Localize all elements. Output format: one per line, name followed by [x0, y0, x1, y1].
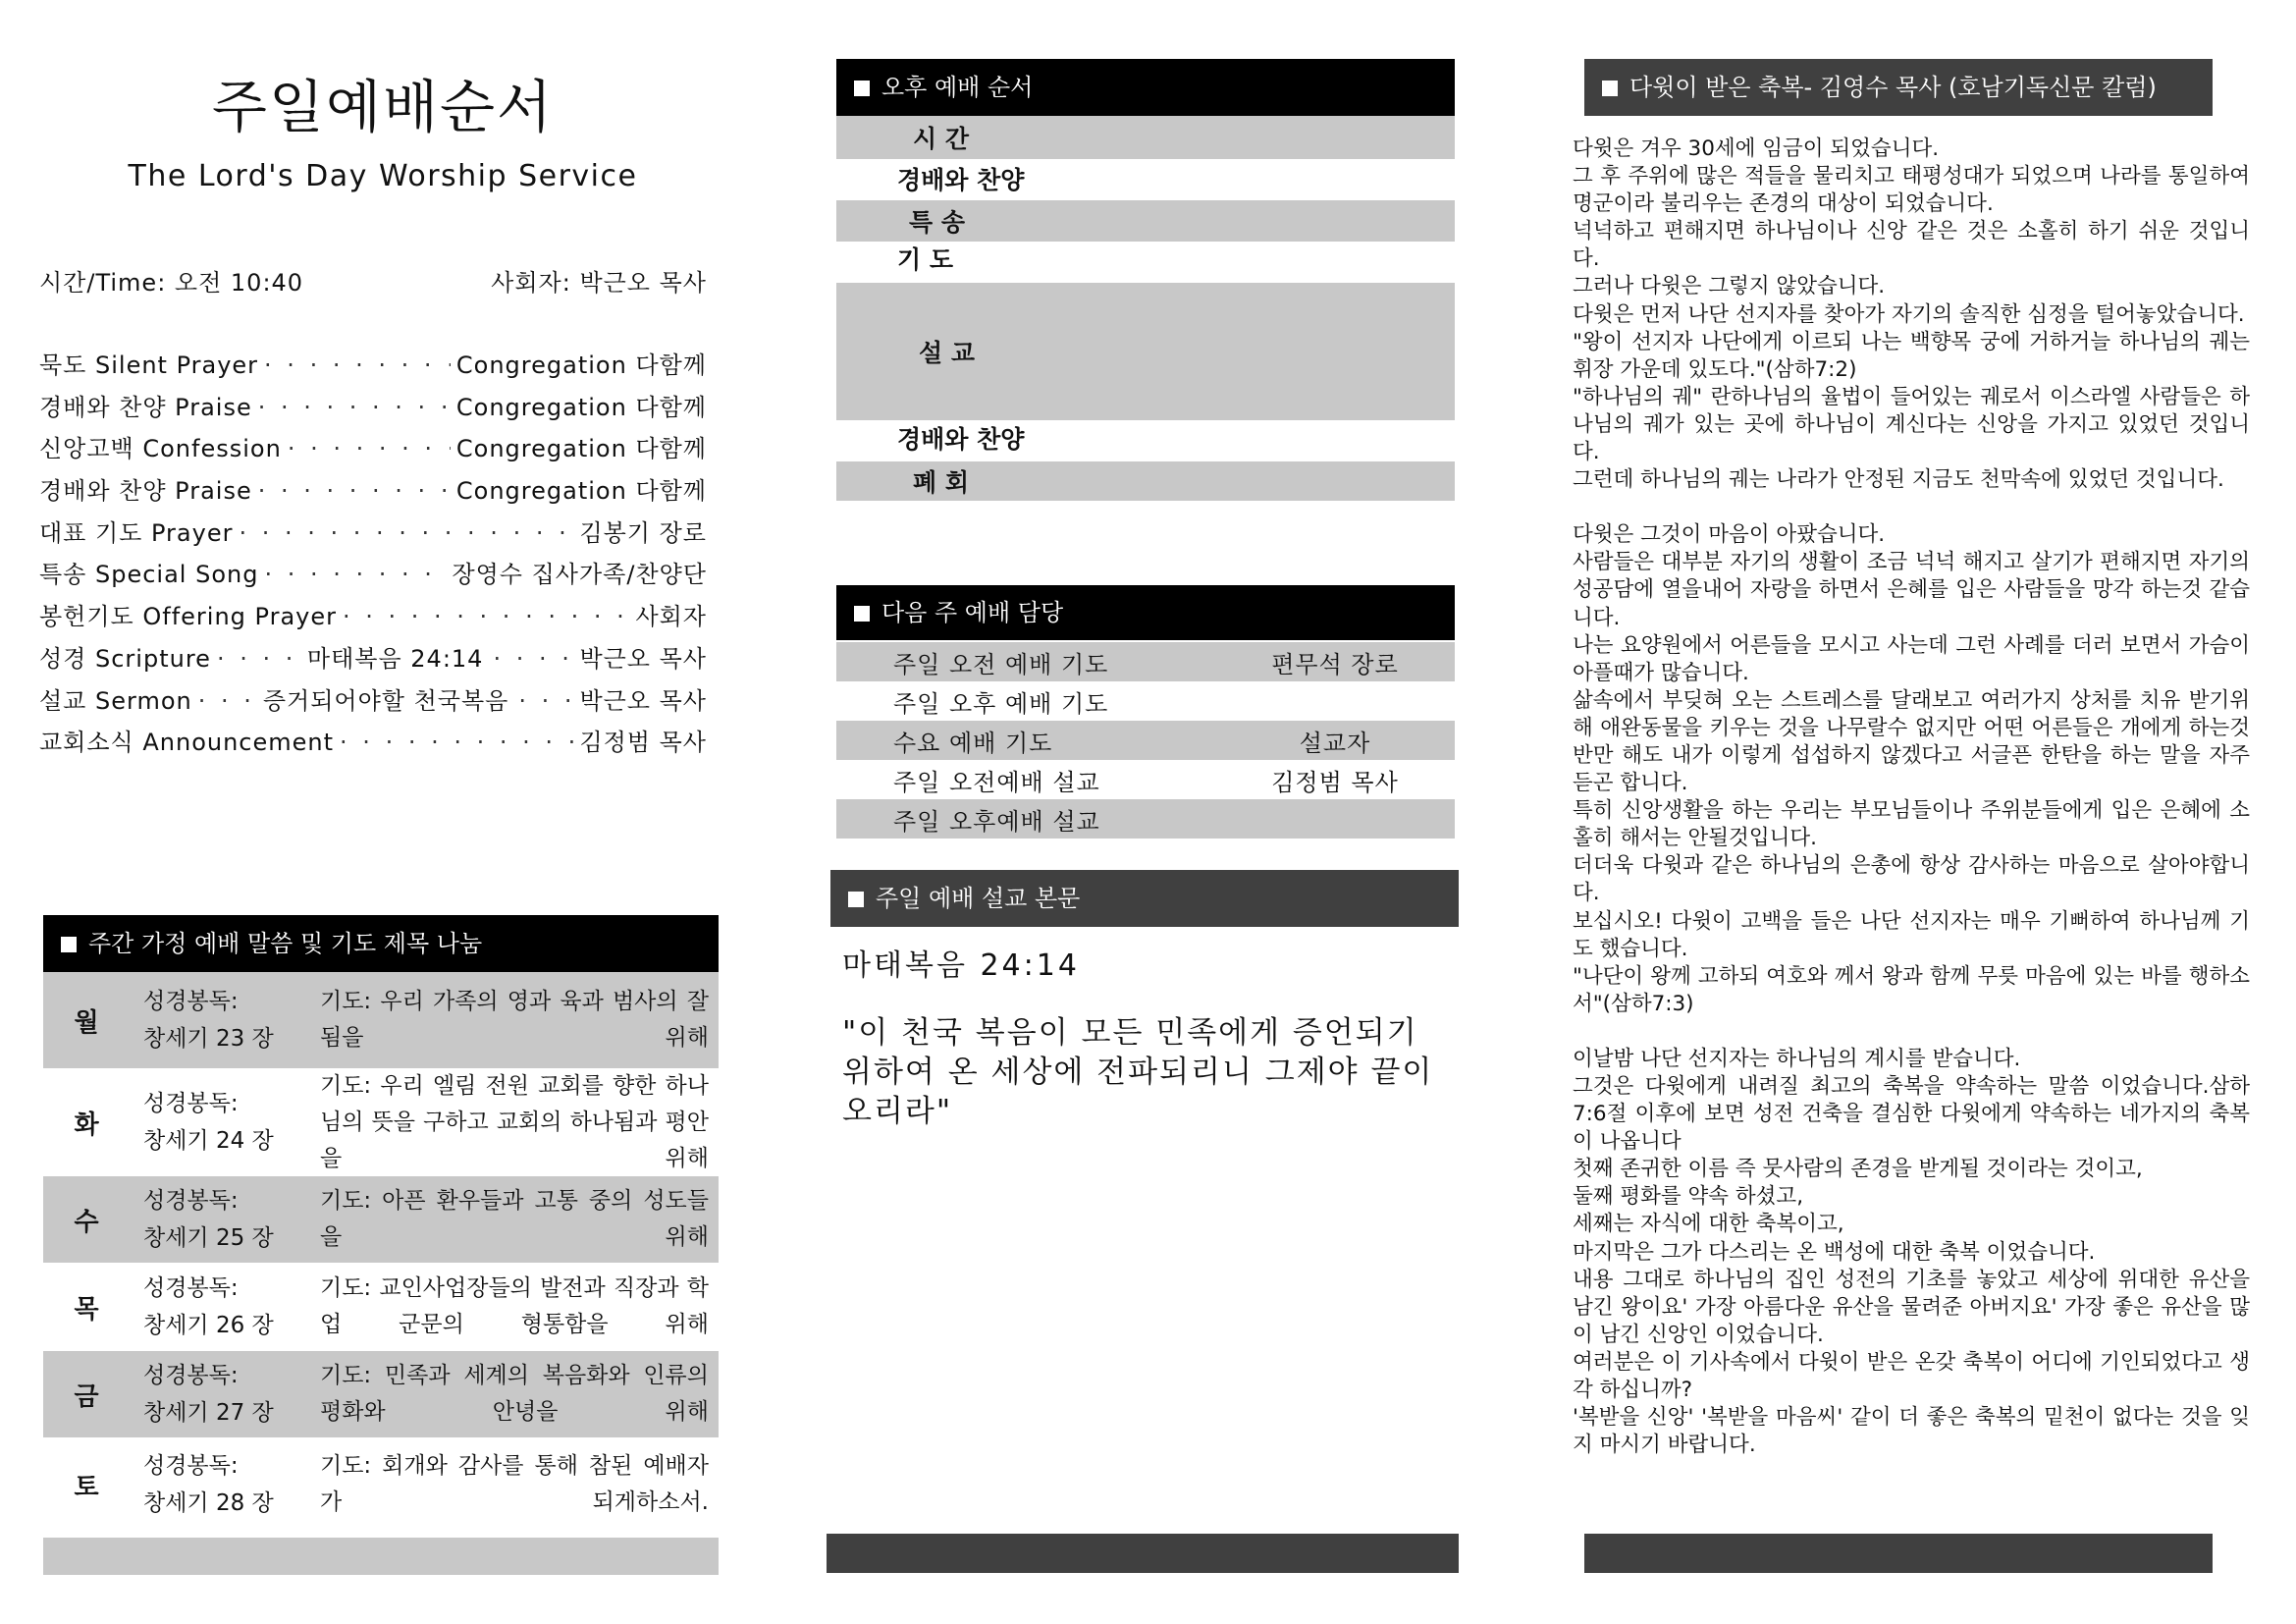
leader-dots — [288, 435, 451, 462]
sermon-reference: 마태복음 24:14 — [842, 948, 1080, 983]
article-line: 내용 그대로 하나님의 집인 성전의 기초를 놓았고 세상에 위대한 유산을 남긴 왕이요' 가장 아름다운 유산을 물려준 아버지요' 가장 좋은 유산을 많이 남긴 신앙인 이었습니다. — [1573, 1267, 2250, 1347]
column-footer-bar — [827, 1534, 1459, 1573]
square-bullet-icon — [854, 81, 870, 96]
order-item-person: 박근오 목사 — [579, 644, 707, 673]
order-item — [39, 597, 707, 639]
order-item-label: 신앙고백 Confession — [39, 435, 282, 463]
weekly-prayer: 기도: 아픈 환우들과 고통 중의 성도들을 위해 — [320, 1188, 709, 1250]
weekly-scripture — [143, 1068, 310, 1176]
article-line: 사람들은 대부분 자기의 생활이 조금 넉넉 해지고 살기가 편해지면 자기의 성공담에 열을내어 자랑을 하면서 은혜를 입은 사람들을 망각 하는것 같습니다. — [1573, 550, 2250, 630]
scripture-label: 성경봉독: — [143, 1363, 239, 1388]
article-line: 그것은 다윗에게 내려질 최고의 축복을 약속하는 말씀 이었습니다.삼하7:6절 이후에 보면 성전 건축을 결심한 다윗에게 약속하는 네가지의 축복이 나옵니다 — [1573, 1074, 2250, 1155]
sermon-text-header — [830, 870, 1459, 927]
duty-row — [836, 721, 1455, 760]
order-item-person: 박근오 목사 — [579, 686, 707, 715]
leader-dots — [258, 394, 451, 421]
weekly-scripture — [143, 1437, 310, 1532]
service-time: 시간/Time: 오전 10:40 — [39, 269, 304, 297]
article-line: '복받을 신앙' '복받을 마음씨' 같이 더 좋은 축복의 밑천이 없다는 것을 잊지 마시기 바랍니다. — [1573, 1405, 2250, 1458]
weekly-prayer: 기도: 우리 엘림 전원 교회를 향한 하나님의 뜻을 구하고 교회의 하나됨과 평안을 위해 — [320, 1072, 709, 1171]
leader-dots — [493, 645, 573, 673]
afternoon-item: 특 송 — [836, 200, 1455, 242]
leader-dots — [198, 687, 253, 715]
weekly-scripture — [143, 1176, 310, 1263]
leader-dots — [217, 645, 297, 673]
weekly-scripture — [143, 1263, 310, 1351]
weekly-day: 화 — [74, 1110, 99, 1140]
order-item — [39, 639, 707, 681]
order-item — [39, 555, 707, 597]
weekly-prayer: 기도: 민족과 세계의 복음화와 인류의 평화와 안녕을 위해 — [320, 1363, 709, 1425]
weekly-devotion-header — [43, 915, 719, 972]
leader-dots — [340, 729, 573, 756]
weekly-day: 토 — [74, 1472, 99, 1502]
article-line: 그런데 하나님의 궤는 나라가 안정된 지금도 천막속에 있었던 것입니다. — [1573, 467, 2224, 493]
scripture-label: 성경봉독: — [143, 1275, 239, 1301]
weekly-devotion-table — [43, 972, 719, 1532]
article-line: 이날밤 나단 선지자는 하나님의 계시를 받습니다. — [1573, 1046, 2021, 1071]
article-line: 그 후 주위에 많은 적들을 물리치고 태평성대가 되었으며 나라를 통일하여 명군이라 불리우는 존경의 대상이 되었습니다. — [1573, 164, 2250, 217]
page-subtitle: The Lord's Day Worship Service — [128, 159, 638, 193]
article-line: 나는 요양원에서 어른들을 모시고 사는데 그런 사례를 더러 보면서 가슴이 아플때가 많습니다. — [1573, 632, 2250, 685]
next-week-duty-header — [836, 585, 1455, 640]
article-line: 여러분은 이 기사속에서 다윗이 받은 온갖 축복이 어디에 기인되었다고 생각 하십니까? — [1573, 1349, 2250, 1403]
order-item-person: Congregation 다함께 — [455, 393, 707, 421]
weekly-day: 목 — [74, 1294, 99, 1325]
order-item-label: 경배와 찬양 Praise — [39, 393, 252, 421]
leader-dots — [264, 561, 446, 588]
duty-role: 주일 오후 예배 기도 — [893, 689, 1109, 718]
leader-dots — [258, 477, 451, 505]
article-line: 다윗은 그것이 마음이 아팠습니다. — [1573, 522, 1886, 548]
duty-row — [836, 760, 1455, 799]
order-item — [39, 346, 707, 388]
order-item-person: 김봉기 장로 — [579, 518, 707, 547]
order-item — [39, 471, 707, 514]
scripture-label: 성경봉독: — [143, 1453, 239, 1479]
scripture-label: 성경봉독: — [143, 989, 239, 1014]
scripture-chapter: 창세기 28 장 — [143, 1490, 274, 1516]
weekly-row — [43, 1176, 719, 1263]
afternoon-item: 경배와 찬양 — [897, 166, 1025, 194]
order-item-person: 김정범 목사 — [579, 729, 707, 757]
weekly-prayer: 기도: 교인사업장들의 발전과 직장과 학업 군문의 형통함을 위해 — [320, 1275, 709, 1337]
scripture-chapter: 창세기 26 장 — [143, 1313, 274, 1338]
article-line: 보십시오! 다윗이 고백을 들은 나단 선지자는 매우 기뻐하여 하나님께 기도 했습니다. — [1573, 908, 2250, 961]
duty-role: 수요 예배 기도 — [893, 729, 1053, 757]
duty-row — [836, 642, 1455, 681]
weekly-row — [43, 1351, 719, 1437]
scripture-label: 성경봉독: — [143, 1091, 239, 1116]
paragraph-gap — [1573, 1018, 2250, 1046]
square-bullet-icon — [1602, 81, 1618, 96]
weekly-row — [43, 1068, 719, 1176]
order-item-label: 봉헌기도 Offering Prayer — [39, 603, 337, 631]
page-title: 주일예배순서 — [211, 74, 555, 140]
sermon-verse: "이 천국 복음이 모든 민족에게 증언되기 위하여 온 세상에 전파되리니 그제야 끝이 오리라" — [842, 1015, 1434, 1129]
scripture-label: 성경봉독: — [143, 1188, 239, 1214]
square-bullet-icon — [61, 937, 77, 952]
article-line: 삶속에서 부딪혀 오는 스트레스를 달래보고 여러가지 상처를 치유 받기위해 애완동물을 키우는 것을 나무랄수 없지만 어떤 어른들은 개에게 하는것 반만 해도 내가 이렇게 섭섭하지 않겠다고 서글픈 한탄을 하는 말을 자주 듣곤 합니다. — [1573, 687, 2250, 796]
duty-person: 김정범 목사 — [1271, 768, 1399, 796]
afternoon-service-title: 오후 예배 순서 — [881, 74, 1034, 101]
duty-role: 주일 오후예배 설교 — [893, 807, 1100, 836]
order-item-label: 경배와 찬양 Praise — [39, 477, 252, 506]
order-item-person: 사회자 — [635, 603, 707, 631]
weekly-row — [43, 972, 719, 1068]
order-item — [39, 723, 707, 765]
article-line: 넉넉하고 편해지면 하나님이나 신앙 같은 것은 소홀히 하기 쉬운 것입니다. — [1573, 219, 2250, 272]
weekly-row — [43, 1437, 719, 1532]
article-line: 마지막은 그가 다스리는 온 백성에 대한 축복 이었습니다. — [1573, 1239, 2096, 1265]
article-line: 둘째 평화를 약속 하셨고, — [1573, 1184, 1804, 1210]
order-item-person: Congregation 다함께 — [455, 435, 707, 463]
weekly-prayer: 기도: 회개와 감사를 통해 참된 예배자가 되게하소서. — [320, 1453, 709, 1515]
scripture-chapter: 창세기 25 장 — [143, 1225, 274, 1251]
article-line: 특히 신앙생활을 하는 우리는 부모님들이나 주위분들에게 입은 은혜에 소홀히 해서는 안될것입니다. — [1573, 798, 2250, 851]
order-item — [39, 514, 707, 556]
afternoon-item: 시 간 — [836, 116, 1455, 159]
weekly-footer-bar — [43, 1538, 719, 1575]
weekly-scripture — [143, 972, 310, 1068]
article-line: 세째는 자식에 대한 축복이고, — [1573, 1212, 1844, 1237]
weekly-devotion-title: 주간 가정 예배 말씀 및 기도 제목 나눔 — [88, 930, 483, 957]
order-item-label: 설교 Sermon — [39, 686, 192, 715]
order-item — [39, 429, 707, 471]
order-item-label: 성경 Scripture — [39, 644, 211, 673]
service-host: 사회자: 박근오 목사 — [491, 269, 707, 297]
article-line: 다윗은 겨우 30세에 임금이 되었습니다. — [1573, 136, 1940, 161]
square-bullet-icon — [848, 892, 864, 907]
weekly-day: 수 — [74, 1207, 99, 1237]
weekly-day: 월 — [74, 1007, 99, 1038]
duty-person: 편무석 장로 — [1271, 650, 1399, 678]
duty-role: 주일 오전예배 설교 — [893, 768, 1100, 796]
afternoon-item: 폐 회 — [836, 461, 1455, 501]
column-article-body — [1573, 135, 2250, 1459]
article-line: "하나님의 궤" 란하나님의 율법이 들어있는 궤로서 이스라엘 사람들은 하나님의 궤가 있는 곳에 하나님이 계신다는 신앙을 가지고 있었던 것입니다. — [1573, 384, 2250, 465]
article-line: 다윗은 먼저 나단 선지자를 찾아가 자기의 솔직한 심정을 털어놓았습니다. — [1573, 301, 2245, 327]
duty-row — [836, 681, 1455, 721]
leader-dots — [239, 519, 573, 547]
leader-dots — [518, 687, 573, 715]
order-item — [39, 388, 707, 430]
next-week-duty-title: 다음 주 예배 담당 — [881, 599, 1064, 626]
afternoon-item: 기 도 — [897, 245, 954, 274]
order-item-label: 교회소식 Announcement — [39, 729, 335, 757]
scripture-chapter: 창세기 27 장 — [143, 1400, 274, 1426]
article-line: 첫째 존귀한 이름 즉 뭇사람의 존경을 받게될 것이라는 것이고, — [1573, 1157, 2143, 1182]
sermon-text-title: 주일 예배 설교 본문 — [876, 885, 1081, 912]
square-bullet-icon — [854, 606, 870, 622]
article-line: "왕이 선지자 나단에게 이르되 나는 백향목 궁에 거하거늘 하나님의 궤는 휘장 가운데 있도다."(삼하7:2) — [1573, 329, 2250, 382]
order-item-detail: 마태복음 24:14 — [306, 644, 484, 673]
duty-row — [836, 799, 1455, 839]
weekly-row — [43, 1263, 719, 1351]
scripture-chapter: 창세기 23 장 — [143, 1026, 274, 1052]
order-item-label: 묵도 Silent Prayer — [39, 352, 259, 379]
column-article-title: 다윗이 받은 축복- 김영수 목사 (호남기독신문 칼럼) — [1629, 74, 2157, 101]
order-item-person: 장영수 집사가족/찬양단 — [452, 561, 707, 589]
weekly-day: 금 — [74, 1381, 99, 1412]
order-item-person: Congregation 다함께 — [455, 477, 707, 506]
order-item-detail: 증거되어야할 천국복음 — [262, 686, 509, 715]
column-article-header — [1584, 59, 2213, 116]
afternoon-item: 경배와 찬양 — [897, 425, 1025, 454]
scripture-chapter: 창세기 24 장 — [143, 1128, 274, 1154]
afternoon-service-header — [836, 59, 1455, 116]
leader-dots — [343, 603, 629, 630]
article-line: 더더욱 다윗과 같은 하나님의 은총에 항상 감사하는 마음으로 살아야합니다. — [1573, 853, 2250, 906]
order-item-label: 특송 Special Song — [39, 561, 259, 589]
paragraph-gap — [1573, 494, 2250, 521]
column-footer-bar — [1584, 1534, 2213, 1573]
weekly-prayer: 기도: 우리 가족의 영과 육과 범사의 잘됨을 위해 — [320, 989, 709, 1051]
worship-order-list — [39, 346, 707, 765]
leader-dots — [264, 352, 451, 379]
article-line: "나단이 왕께 고하되 여호와 께서 왕과 함께 무릇 마음에 있는 바를 행하소서"(삼하7:3) — [1573, 963, 2250, 1016]
duty-role: 주일 오전 예배 기도 — [893, 650, 1109, 678]
order-item-label: 대표 기도 Prayer — [39, 518, 234, 547]
duty-person: 설교자 — [1299, 729, 1371, 757]
order-item — [39, 681, 707, 724]
weekly-scripture — [143, 1351, 310, 1437]
article-line: 그러나 다윗은 그렇지 않았습니다. — [1573, 274, 1886, 299]
order-item-person: Congregation 다함께 — [455, 352, 707, 379]
afternoon-item: 설 교 — [836, 283, 1455, 420]
